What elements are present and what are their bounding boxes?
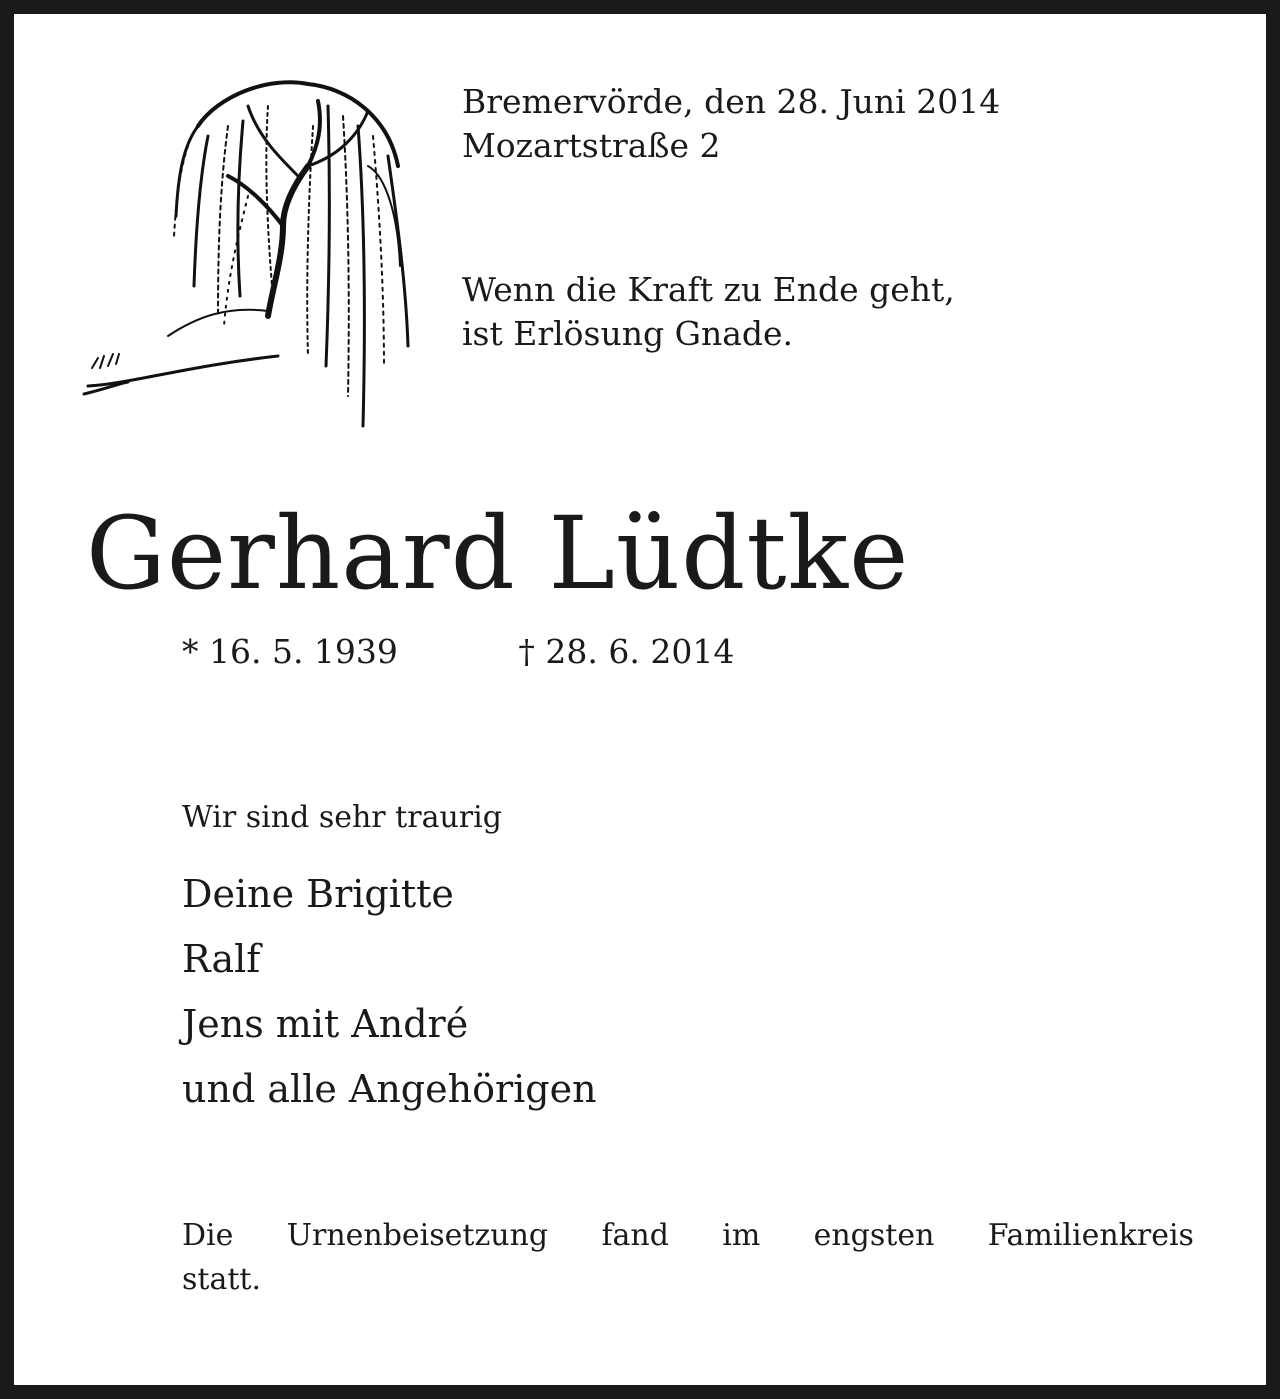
closing-word: im	[722, 1218, 761, 1253]
obituary-notice	[14, 14, 1266, 1385]
quote-line-2: ist Erlösung Gnade.	[462, 314, 794, 353]
life-dates	[182, 630, 734, 674]
quote-line-1: Wenn die Kraft zu Ende geht,	[462, 270, 955, 309]
mourner: Jens mit André	[182, 1002, 469, 1046]
header-block	[462, 80, 1000, 168]
closing-word: fand	[601, 1218, 669, 1253]
address: Mozartstraße 2	[462, 126, 721, 165]
mourning-intro: Wir sind sehr traurig	[182, 800, 502, 835]
deceased-name: Gerhard Lüdtke	[86, 495, 910, 612]
birth-date: * 16. 5. 1939	[182, 632, 398, 671]
closing-word: engsten	[813, 1218, 935, 1253]
mourner: und alle Angehörigen	[182, 1067, 597, 1111]
death-date: † 28. 6. 2014	[518, 632, 735, 671]
mourner: Ralf	[182, 937, 261, 981]
closing-word: Familienkreis	[987, 1218, 1194, 1253]
closing-line-1	[182, 1214, 1194, 1258]
quote-block	[462, 268, 955, 356]
mourner: Deine Brigitte	[182, 872, 454, 916]
mourners-list	[182, 862, 597, 1122]
weeping-willow-icon	[68, 66, 418, 446]
place-date: Bremervörde, den 28. Juni 2014	[462, 82, 1001, 121]
closing-line-2: statt.	[182, 1262, 261, 1297]
closing-word: Urnenbeisetzung	[286, 1218, 549, 1253]
closing-note	[182, 1214, 1194, 1302]
closing-word: Die	[182, 1218, 234, 1253]
